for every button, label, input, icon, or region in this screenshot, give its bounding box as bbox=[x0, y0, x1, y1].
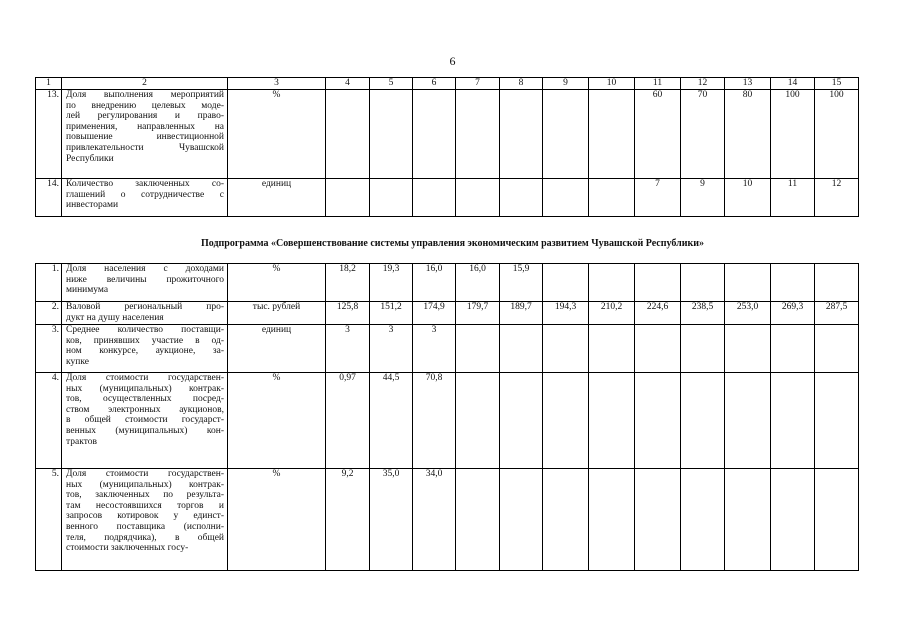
indicator-name-line: лей регулирования и право- bbox=[66, 111, 224, 122]
value-cell: 194,3 bbox=[543, 302, 589, 325]
table-row bbox=[36, 90, 859, 179]
indicator-name-line: там несостоявшихся торгов и bbox=[66, 500, 224, 511]
indicator-name-line: Среднее количество поставщи- bbox=[66, 325, 224, 335]
value-cell: 269,3 bbox=[771, 302, 815, 325]
indicator-name-line: Республики bbox=[66, 153, 114, 164]
value-cell bbox=[543, 264, 589, 302]
table-row bbox=[36, 325, 859, 373]
unit-cell: единиц bbox=[228, 325, 326, 373]
value-cell: 210,2 bbox=[589, 302, 635, 325]
indicator-name-line: Валовой региональный про- bbox=[66, 302, 224, 312]
row-number: 1. bbox=[36, 264, 62, 302]
value-cell bbox=[500, 469, 543, 571]
value-cell bbox=[815, 264, 859, 302]
value-cell bbox=[413, 179, 456, 217]
value-cell: 3 bbox=[370, 325, 413, 373]
value-cell bbox=[771, 373, 815, 469]
header-cell: 14 bbox=[771, 78, 815, 90]
value-cell: 9 bbox=[681, 179, 725, 217]
value-cell bbox=[589, 179, 635, 217]
indicator-name-line: ных (муниципальных) контрак- bbox=[66, 479, 224, 490]
indicator-name-line: Количество заключенных со- bbox=[66, 179, 224, 189]
value-cell bbox=[543, 179, 589, 217]
indicator-name-line: применения, направленных на bbox=[66, 121, 224, 132]
value-cell bbox=[413, 90, 456, 179]
value-cell: 287,5 bbox=[815, 302, 859, 325]
indicators-table-top bbox=[35, 77, 859, 217]
header-cell: 15 bbox=[815, 78, 859, 90]
value-cell bbox=[589, 264, 635, 302]
value-cell: 44,5 bbox=[370, 373, 413, 469]
value-cell bbox=[456, 373, 500, 469]
indicator-name-line: ков, принявших участие в од- bbox=[66, 335, 224, 346]
indicator-name-line: минимума bbox=[66, 285, 109, 296]
value-cell: 179,7 bbox=[456, 302, 500, 325]
value-cell: 10 bbox=[725, 179, 771, 217]
value-cell bbox=[326, 179, 370, 217]
value-cell bbox=[725, 325, 771, 373]
value-cell: 151,2 bbox=[370, 302, 413, 325]
table-row bbox=[36, 179, 859, 217]
value-cell bbox=[370, 179, 413, 217]
indicator-name-line: венных (муниципальных) кон- bbox=[66, 425, 224, 436]
value-cell bbox=[681, 264, 725, 302]
unit-cell: тыс. рублей bbox=[228, 302, 326, 325]
value-cell bbox=[681, 373, 725, 469]
value-cell: 0,97 bbox=[326, 373, 370, 469]
row-number: 4. bbox=[36, 373, 62, 469]
value-cell: 100 bbox=[771, 90, 815, 179]
value-cell: 16,0 bbox=[456, 264, 500, 302]
value-cell bbox=[543, 373, 589, 469]
value-cell: 70,8 bbox=[413, 373, 456, 469]
value-cell: 18,2 bbox=[326, 264, 370, 302]
indicator-name-line: инвесторами bbox=[66, 200, 119, 211]
unit-cell: % bbox=[228, 373, 326, 469]
value-cell bbox=[456, 325, 500, 373]
header-row bbox=[36, 78, 859, 90]
indicator-name-line: ных (муниципальных) контрак- bbox=[66, 383, 224, 394]
value-cell bbox=[771, 264, 815, 302]
header-cell: 11 bbox=[635, 78, 681, 90]
value-cell bbox=[500, 373, 543, 469]
header-cell: 12 bbox=[681, 78, 725, 90]
value-cell bbox=[815, 373, 859, 469]
value-cell bbox=[725, 469, 771, 571]
table-row bbox=[36, 469, 859, 571]
header-cell: 9 bbox=[543, 78, 589, 90]
indicator-name bbox=[62, 179, 228, 217]
value-cell bbox=[456, 179, 500, 217]
page-number: 6 bbox=[449, 54, 456, 68]
row-number: 5. bbox=[36, 469, 62, 571]
indicator-name-line: Доля стоимости государствен- bbox=[66, 469, 224, 479]
indicator-name bbox=[62, 325, 228, 373]
value-cell bbox=[326, 90, 370, 179]
value-cell: 70 bbox=[681, 90, 725, 179]
row-number: 2. bbox=[36, 302, 62, 325]
value-cell: 34,0 bbox=[413, 469, 456, 571]
unit-cell: % bbox=[228, 469, 326, 571]
table-row bbox=[36, 302, 859, 325]
value-cell: 60 bbox=[635, 90, 681, 179]
indicator-name-line: купке bbox=[66, 356, 89, 367]
header-cell: 3 bbox=[228, 78, 326, 90]
indicator-name bbox=[62, 90, 228, 179]
indicator-name bbox=[62, 469, 228, 571]
indicator-name-line: повышение инвестиционной bbox=[66, 132, 224, 143]
value-cell: 9,2 bbox=[326, 469, 370, 571]
value-cell: 100 bbox=[815, 90, 859, 179]
indicator-name-line: в общей стоимости государст- bbox=[66, 415, 224, 426]
value-cell bbox=[635, 469, 681, 571]
indicator-name-line: стоимости заключенных госу- bbox=[66, 543, 189, 554]
indicator-name-line: ном конкурсе, аукционе, за- bbox=[66, 346, 224, 357]
indicator-name-line: запросов котировок у единст- bbox=[66, 511, 224, 522]
value-cell bbox=[681, 469, 725, 571]
row-number: 14. bbox=[36, 179, 62, 217]
value-cell bbox=[543, 469, 589, 571]
value-cell bbox=[815, 325, 859, 373]
indicator-name-line: тов, осуществленных посред- bbox=[66, 394, 224, 405]
indicator-name-line: глашений о сотрудничестве с bbox=[66, 189, 224, 200]
value-cell: 19,3 bbox=[370, 264, 413, 302]
value-cell bbox=[771, 325, 815, 373]
value-cell bbox=[725, 264, 771, 302]
indicator-name-line: привлекательности Чувашской bbox=[66, 142, 224, 153]
value-cell: 11 bbox=[771, 179, 815, 217]
indicator-name-line: тов, заключенных по результа- bbox=[66, 490, 224, 501]
row-number: 13. bbox=[36, 90, 62, 179]
value-cell bbox=[543, 90, 589, 179]
value-cell: 35,0 bbox=[370, 469, 413, 571]
indicator-name bbox=[62, 264, 228, 302]
header-cell: 7 bbox=[456, 78, 500, 90]
value-cell: 3 bbox=[413, 325, 456, 373]
indicator-name-line: Доля выполнения мероприятий bbox=[66, 90, 224, 100]
value-cell bbox=[456, 469, 500, 571]
value-cell bbox=[500, 325, 543, 373]
value-cell bbox=[635, 325, 681, 373]
table-row bbox=[36, 264, 859, 302]
header-cell: 10 bbox=[589, 78, 635, 90]
header-cell: 5 bbox=[370, 78, 413, 90]
value-cell bbox=[589, 90, 635, 179]
value-cell bbox=[681, 325, 725, 373]
unit-cell: % bbox=[228, 90, 326, 179]
header-cell: 4 bbox=[326, 78, 370, 90]
value-cell bbox=[500, 90, 543, 179]
value-cell bbox=[725, 373, 771, 469]
indicator-name bbox=[62, 302, 228, 325]
value-cell: 7 bbox=[635, 179, 681, 217]
value-cell: 174,9 bbox=[413, 302, 456, 325]
value-cell: 125,8 bbox=[326, 302, 370, 325]
indicator-name-line: по внедрению целевых моде- bbox=[66, 100, 224, 111]
value-cell bbox=[543, 325, 589, 373]
value-cell: 189,7 bbox=[500, 302, 543, 325]
value-cell: 12 bbox=[815, 179, 859, 217]
indicator-name bbox=[62, 373, 228, 469]
indicator-name-line: Доля населения с доходами bbox=[66, 264, 224, 274]
indicator-name-line: ниже величины прожиточного bbox=[66, 274, 224, 285]
subprogram-title: Подпрограмма «Совершенствование системы управления экономическим развитием Чувашской Республики» bbox=[200, 238, 705, 249]
unit-cell: единиц bbox=[228, 179, 326, 217]
header-cell: 1 bbox=[36, 78, 62, 90]
value-cell bbox=[635, 373, 681, 469]
value-cell bbox=[456, 90, 500, 179]
header-cell: 13 bbox=[725, 78, 771, 90]
indicator-name-line: венного поставщика (исполни- bbox=[66, 521, 224, 532]
value-cell: 16,0 bbox=[413, 264, 456, 302]
value-cell: 80 bbox=[725, 90, 771, 179]
value-cell: 253,0 bbox=[725, 302, 771, 325]
indicators-table-bottom bbox=[35, 263, 859, 571]
value-cell bbox=[815, 469, 859, 571]
value-cell: 3 bbox=[326, 325, 370, 373]
indicator-name-line: Доля стоимости государствен- bbox=[66, 373, 224, 383]
value-cell bbox=[635, 264, 681, 302]
value-cell bbox=[589, 469, 635, 571]
row-number: 3. bbox=[36, 325, 62, 373]
value-cell bbox=[589, 373, 635, 469]
value-cell bbox=[589, 325, 635, 373]
indicator-name-line: ством электронных аукционов, bbox=[66, 404, 224, 415]
value-cell bbox=[500, 179, 543, 217]
value-cell bbox=[771, 469, 815, 571]
indicator-name-line: теля, подрядчика), в общей bbox=[66, 532, 224, 543]
unit-cell: % bbox=[228, 264, 326, 302]
value-cell: 238,5 bbox=[681, 302, 725, 325]
value-cell: 15,9 bbox=[500, 264, 543, 302]
indicator-name-line: трактов bbox=[66, 436, 97, 447]
indicator-name-line: дукт на душу населения bbox=[66, 312, 164, 323]
table-row bbox=[36, 373, 859, 469]
value-cell: 224,6 bbox=[635, 302, 681, 325]
header-cell: 6 bbox=[413, 78, 456, 90]
header-cell: 2 bbox=[62, 78, 228, 90]
header-cell: 8 bbox=[500, 78, 543, 90]
value-cell bbox=[370, 90, 413, 179]
